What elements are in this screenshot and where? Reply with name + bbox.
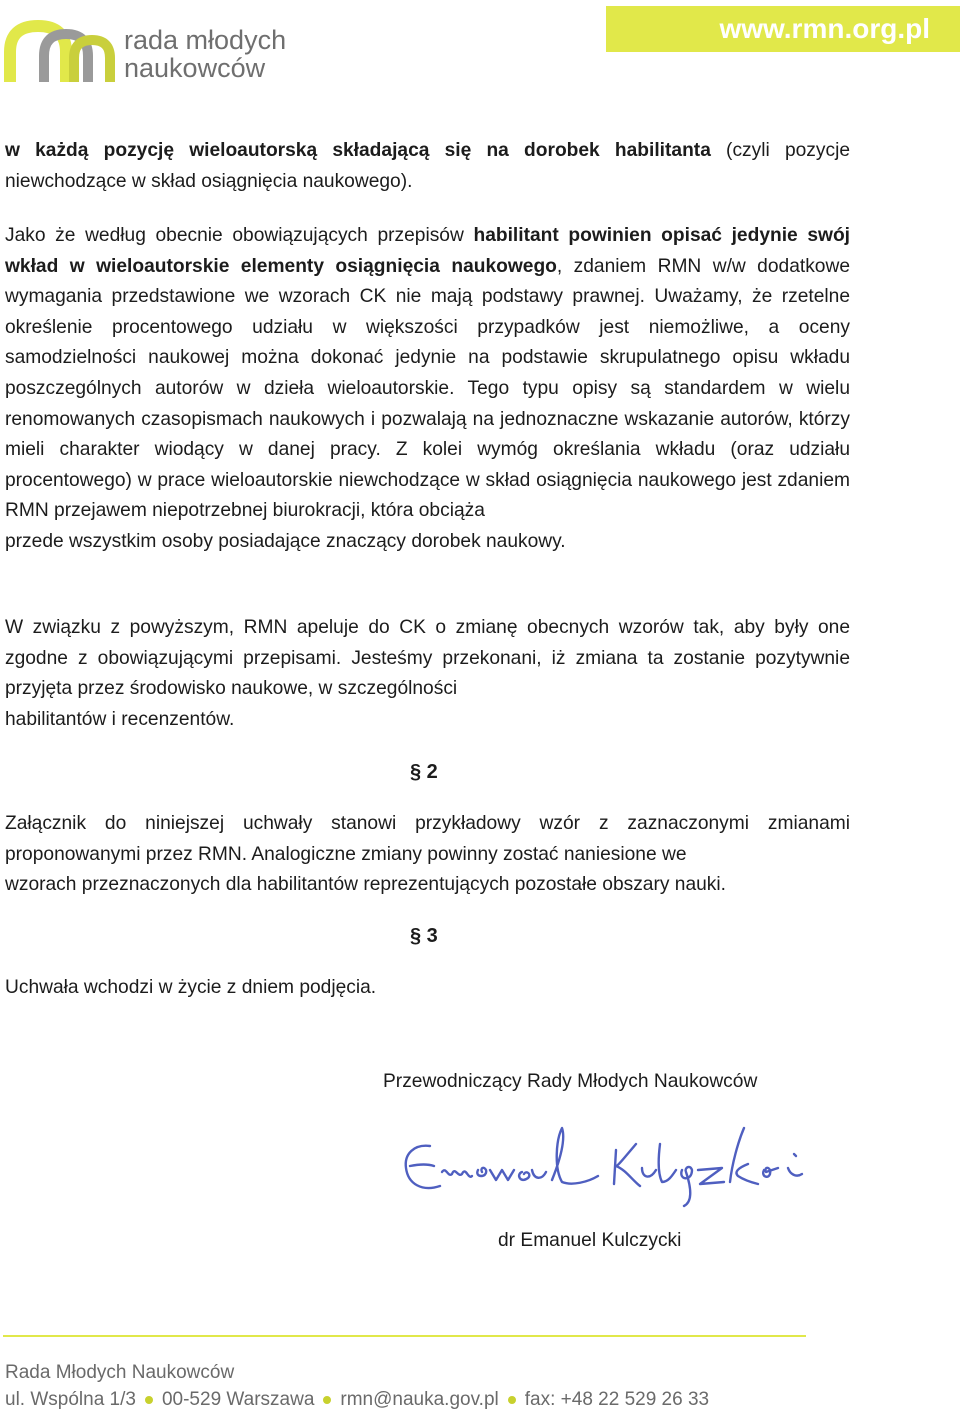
paragraph-1 [5,136,850,197]
signatory-role: Przewodniczący Rady Młodych Naukowców [383,1071,758,1092]
paragraph-2-bold: habilitant powinien opisać jedynie swój wkład w wieloautorskie elementy osiągnięcia naukowego [5,225,850,277]
paragraph-4-last-line: wzorach przeznaczonych dla habilitantów reprezentujących pozostałe obszary nauki. [5,874,726,896]
section-heading-2: § 2 [410,761,438,783]
footer-address: ul. Wspólna 1/3 [5,1389,136,1410]
paragraph-2-text-2: , zdaniem RMN w/w dodatkowe wymagania przedstawione we wzorach CK nie mają podstawy prawnej. Uważamy, że rzetelne określenie procentowego udziału w większości przypadków jest niemożliwe, a oceny samodzielności naukowej można dokonać jedynie na podstawie skrupulatnego opisu wkładu poszczególnych autorów w dzieła wieloautorskie. Tego typu opisy są standardem w wielu renomowanych czasopismach naukowych i pozwalają na jednoznaczne wskazanie autorów, którzy mieli charakter wiodący w danej pracy. Z kolei wymóg określania wkładu (oraz udziału procentowego) w prace wieloautorskie niewchodzące w skład osiągnięcia naukowego jest zdaniem RMN przejawem niepotrzebnej biurokracji, która obciąża [5,255,850,522]
logo-line1: rada młodych [124,25,287,55]
bullet-dot-icon [323,1396,331,1404]
paragraph-2-text-1: Jako że według obecnie obowiązujących przepisów [5,225,474,246]
paragraph-2-last-line: przede wszystkim osoby posiadające znaczący dorobek naukowy. [5,530,566,552]
footer-divider [3,1335,806,1337]
bullet-dot-icon [508,1396,516,1404]
logo-wordmark [124,26,286,82]
footer-postal: 00-529 Warszawa [161,1389,315,1410]
paragraph-3-last-line: habilitantów i recenzentów. [5,708,235,730]
footer-email[interactable]: rmn@nauka.gov.pl [340,1389,499,1410]
paragraph-2 [5,221,850,558]
paragraph-3-text: W związku z powyższym, RMN apeluje do CK o zmianę obecnych wzorów tak, aby były one zgodne z obowiązującymi przepisami. Jesteśmy przekonani, iż zmiana ta zostanie pozytywnie przyjęta przez środowisko naukowe, w szczególności [5,617,850,700]
section-heading-3: § 3 [410,925,438,947]
paragraph-5: Uchwała wchodzi w życie z dniem podjęcia. [5,977,377,998]
paragraph-4-text: Załącznik do niniejszej uchwały stanowi przykładowy wzór z zaznaczonymi zmianami proponowanymi przez RMN. Analogiczne zmiany powinny zostać naniesione we [5,813,850,865]
logo-line2: naukowców [124,53,266,83]
paragraph-4 [5,809,850,901]
paragraph-1-rest: (czyli pozycje niewchodzące w skład osiągnięcia naukowego). [5,140,851,192]
footer-fax: fax: +48 22 529 26 33 [524,1389,710,1410]
footer-contact [5,1389,709,1411]
paragraph-1-bold: w każdą pozycję wieloautorską składającą się na dorobek habilitanta [5,140,711,161]
website-url[interactable]: www.rmn.org.pl [606,6,960,52]
signatory-name: dr Emanuel Kulczycki [498,1230,682,1251]
bullet-dot-icon [145,1396,153,1404]
handwritten-signature [392,1120,812,1210]
footer-organization: Rada Młodych Naukowców [5,1362,235,1383]
paragraph-3 [5,613,850,735]
